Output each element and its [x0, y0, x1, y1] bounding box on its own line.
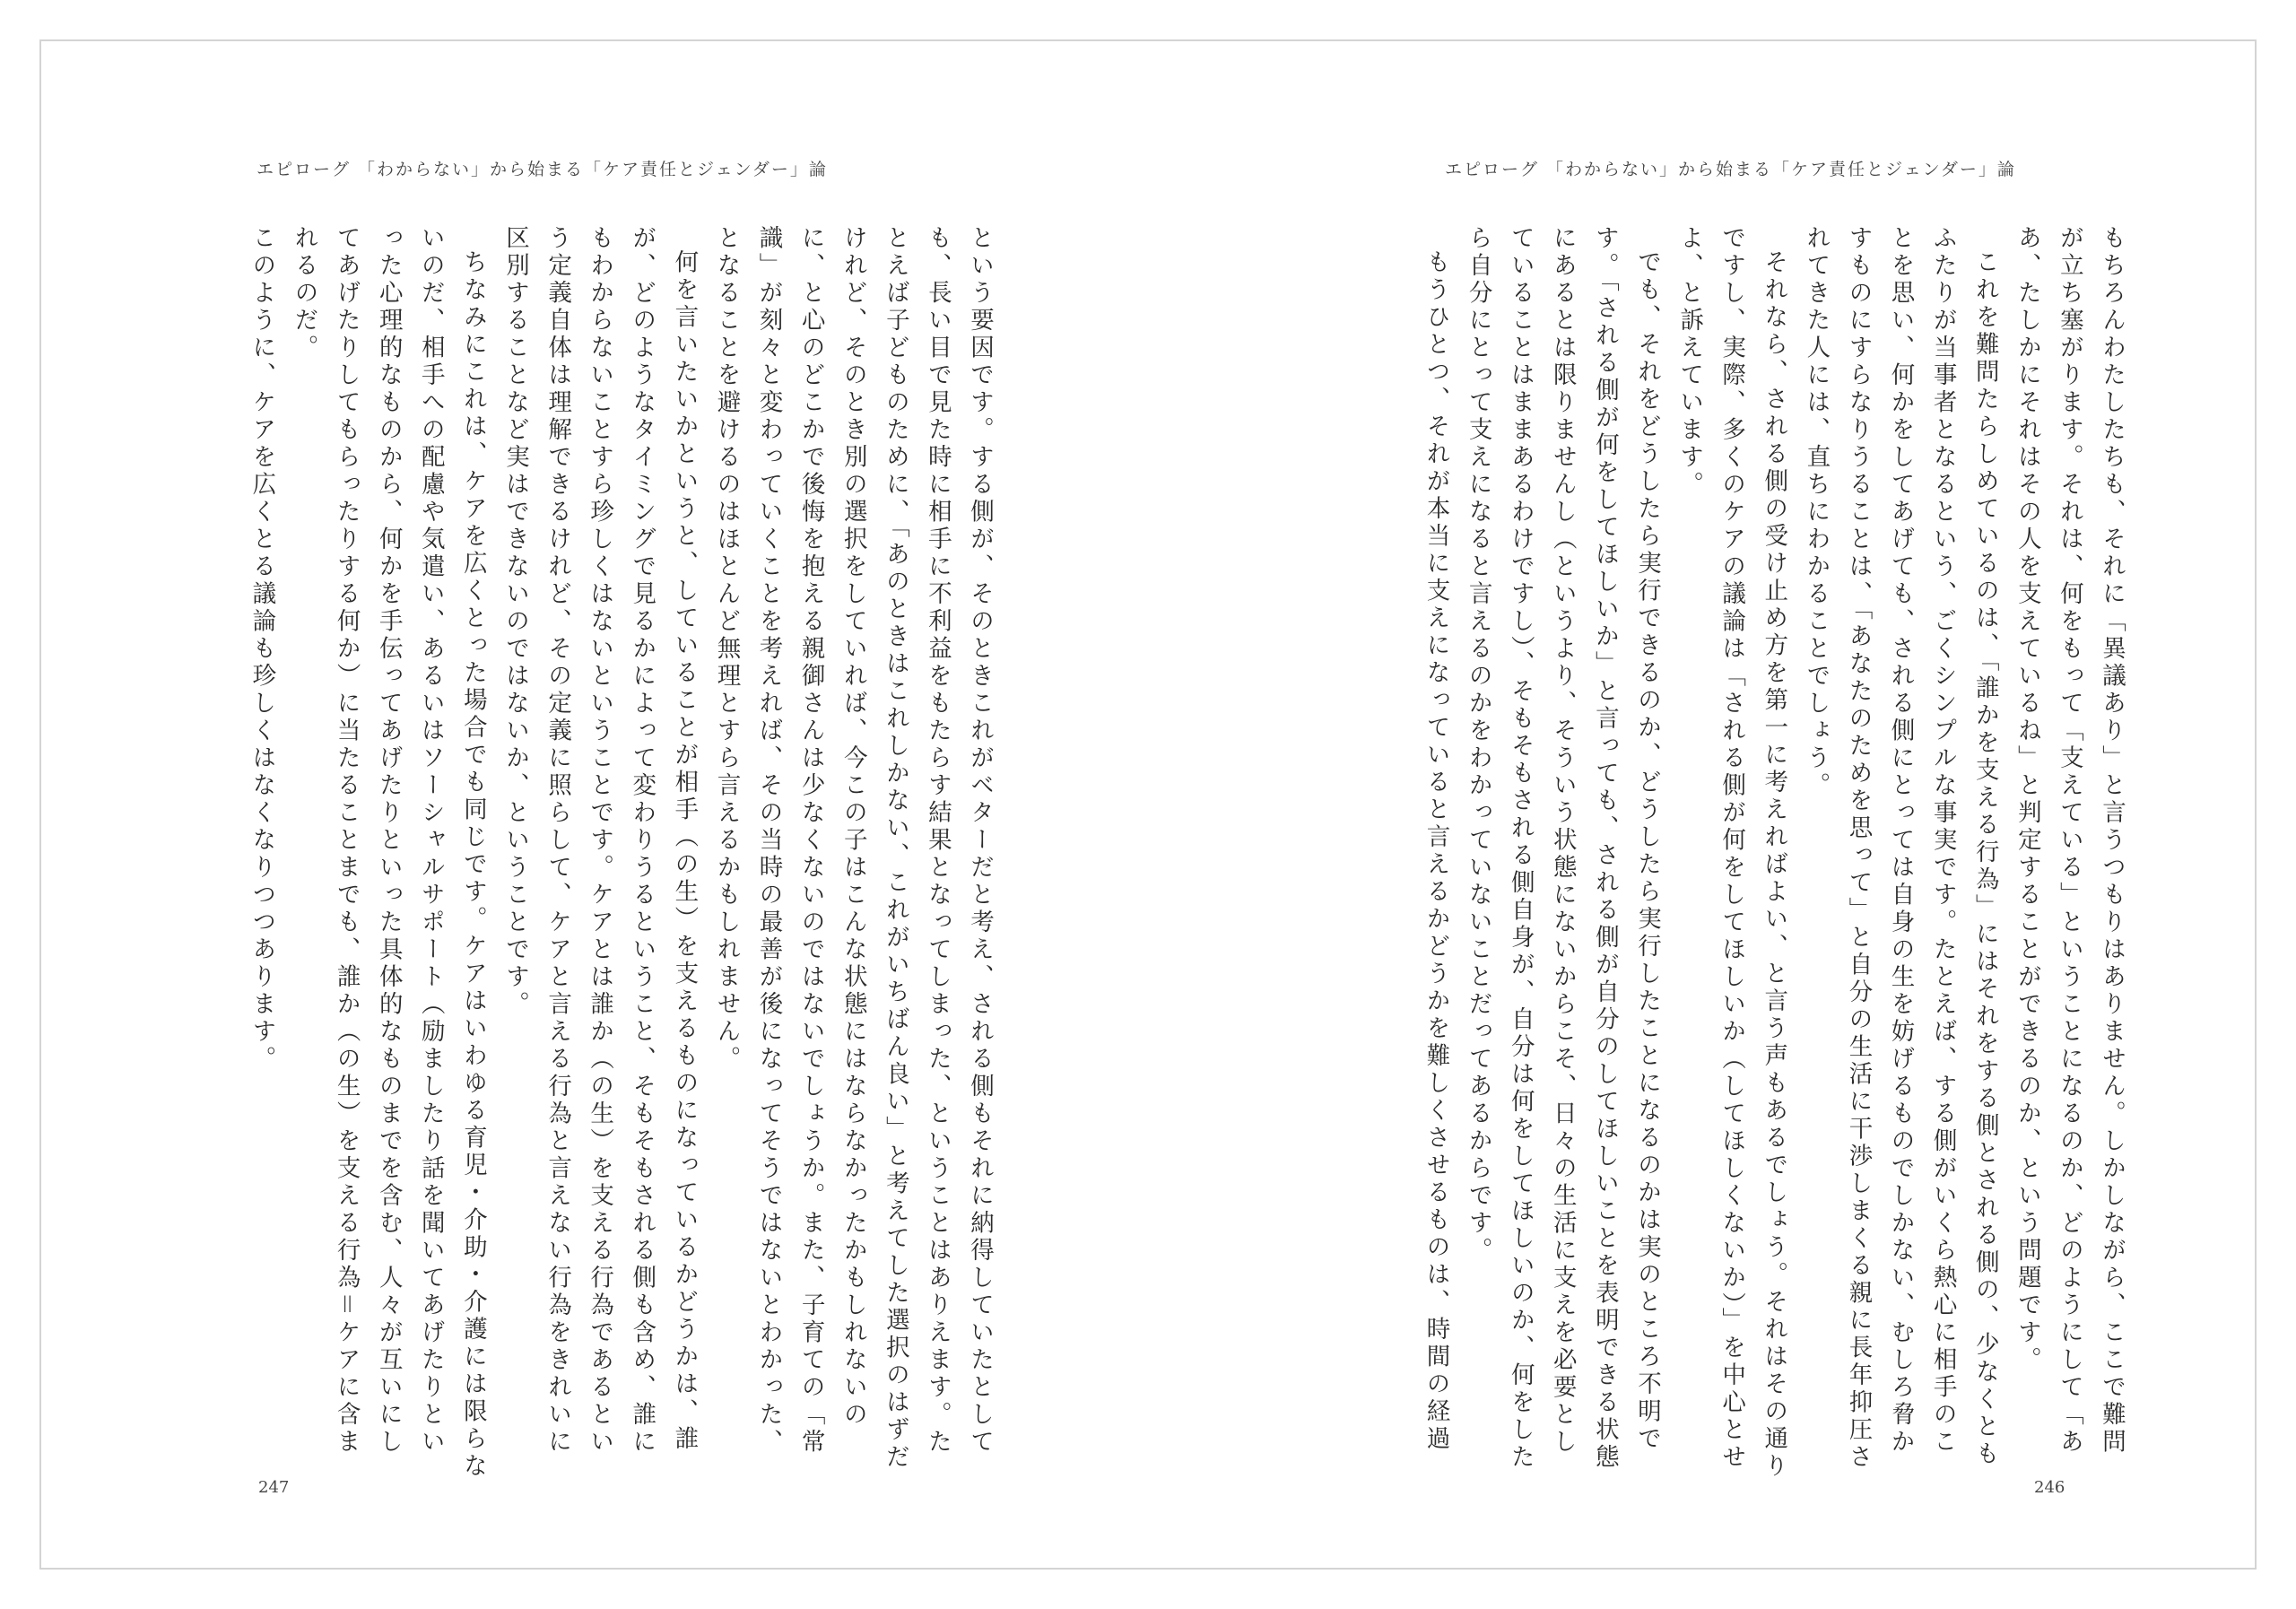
left-paragraph-4: このように、ケアを広くとる議論も珍しくはなくなりつつあります。: [248, 225, 276, 1074]
left-paragraph-1: という要因です。する側が、そのときこれがベターだと考え、される側もそれに納得していたとしても、長い目で見た時に相手に不利益をもたらす結果となってしまった、ということはありえます。たとえば子どものために、「あのときはこれしかない、これがいちばん良い」と考えてした選択のはずだけれど、そのとき別の選択をしていれば、今この子はこんな状態にはならなかったかもしれないのに、と心のどこかで後悔を抱える親御さんは少なくないのではないでしょうか。また、子育ての「常識」が刻々と変わっていくことを考えれば、その当時の最善が後になってそうではないとわかった、となることを避けるのはほとんど無理とすら言えるかもしれません。: [712, 225, 994, 1472]
left-running-header: エピローグ 「わからない」から始まる「ケア責任とジェンダー」論: [257, 160, 828, 179]
right-paragraph-4: でも、それをどうしたら実行できるのか、どうしたら実行したことになるのかは実のところ不明です。「される側が何をしてほしいか」と言っても、される側が自分のしてほしいことを表明できる状態にあるとは限りませんし（というより、そういう状態にないからこそ、日々の生活に支えを必要としていることはままあるわけですし）、そもそもされる側自身が、自分は何をしてほしいのか、何をしたら自分にとって支えになると言えるのかをわかっていないことだってあるからです。: [1464, 225, 1661, 1472]
right-paragraph-5: もうひとつ、それが本当に支えになっていると言えるかどうかを難しくさせるものは、時間の経過: [1422, 248, 1450, 1453]
right-paragraph-2: これを難問たらしめているのは、「誰かを支える行為」にはそれをする側とされる側の、少なくともふたりが当事者となるという、ごくシンプルな事実です。たとえば、する側がいくら熱心に相手のことを思い、何かをしてあげても、される側にとっては自身の生を妨げるものでしかない、むしろ脅かすものにすらなりうることは、「あなたのためを思って」と自分の生活に干渉しまくる親に長年抑圧されてきた人には、直ちにわかることでしょう。: [1802, 225, 1999, 1472]
right-paragraph-3: それなら、される側の受け止め方を第一に考えればよい、と言う声もあるでしょう。それはその通りですし、実際、多くのケアの議論は「される側が何をしてほしいか（してほしくないか）」を中心とせよ、と訴えています。: [1675, 225, 1788, 1480]
right-page-number: 246: [2034, 1478, 2066, 1497]
right-running-header: エピローグ 「わからない」から始まる「ケア責任とジェンダー」論: [1445, 160, 2016, 179]
left-paragraph-2: 何を言いたいかというと、していることが相手（の生）を支えるものになっているかどうかは、誰が、どのようなタイミングで見るかによって変わりうるということ、そもそもされる側も含め、誰にもわからないことすら珍しくはないということです。ケアとは誰か（の生）を支える行為であるという定義自体は理解できるけれど、その定義に照らして、ケアと言える行為と言えない行為をきれいに区別することなど実はできないのではないか、ということです。: [500, 225, 699, 1457]
left-page-body: [212, 225, 1001, 1481]
left-page-number: 247: [258, 1478, 290, 1497]
book-spread: [39, 39, 2257, 1570]
right-page-body: [1344, 225, 2133, 1481]
left-paragraph-3: ちなみにこれは、ケアを広くとった場合でも同じです。ケアはいわゆる育児・介助・介護には限らないのだ、相手への配慮や気遣い、あるいはソーシャルサポート（励ましたり話を聞いてあげたりといった心理的なものから、何かを手伝ってあげたりといった具体的なものまでを含む、人々が互いにしてあげたりしてもらったりする何か）に当たることまでも、誰か（の生）を支える行為＝ケアに含まれるのだ。: [290, 225, 487, 1480]
right-paragraph-1: もちろんわたしたちも、それに「異議あり」と言うつもりはありません。しかしながら、ここで難問が立ち塞がります。それは、何をもって「支えている」ということになるのか、どのようにして「ああ、たしかにそれはその人を支えているね」と判定することができるのか、という問題です。: [2013, 225, 2126, 1457]
